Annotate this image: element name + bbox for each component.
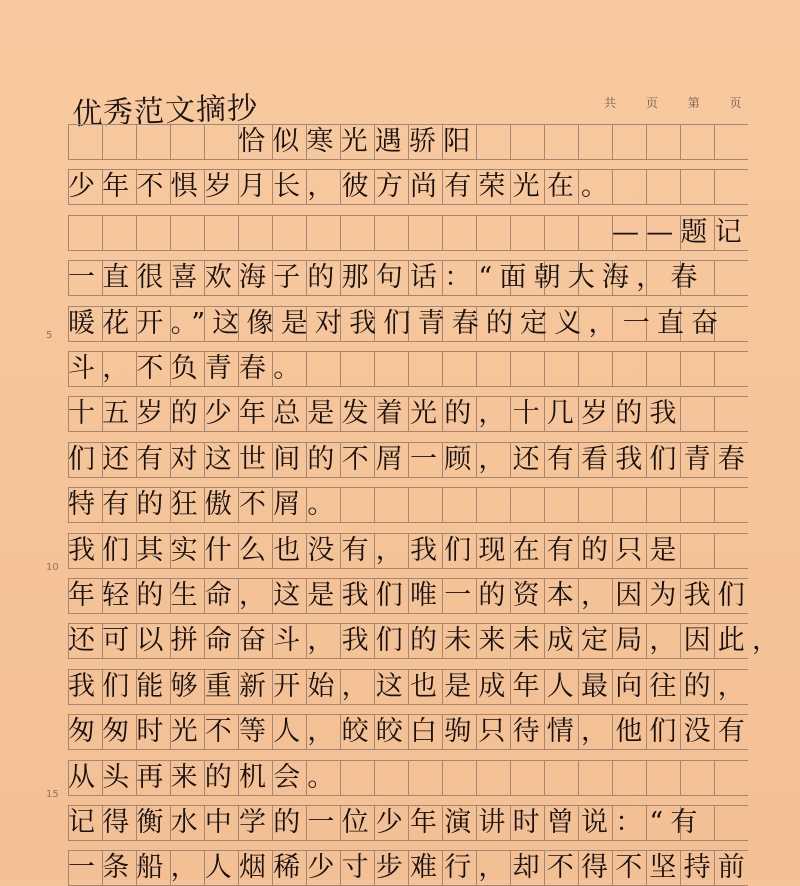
grid-cell bbox=[442, 760, 476, 796]
grid-cell bbox=[578, 124, 612, 160]
line-number: 10 bbox=[46, 562, 59, 573]
grid-row bbox=[68, 351, 748, 387]
grid-cell bbox=[714, 169, 748, 205]
grid-cell bbox=[374, 351, 408, 387]
grid-cell bbox=[408, 351, 442, 387]
grid-cell bbox=[374, 215, 408, 251]
grid-cell bbox=[340, 487, 374, 523]
grid-cell bbox=[68, 215, 102, 251]
grid-cell bbox=[714, 760, 748, 796]
grid-cell bbox=[612, 124, 646, 160]
grid-cell bbox=[510, 124, 544, 160]
grid-cell bbox=[374, 760, 408, 796]
grid-cell bbox=[510, 487, 544, 523]
grid-cell bbox=[68, 124, 102, 160]
grid-cell bbox=[476, 124, 510, 160]
grid-cell bbox=[442, 487, 476, 523]
handwritten-line: 从头再来的机会。 bbox=[68, 761, 342, 793]
grid-cell bbox=[714, 533, 748, 569]
grid-cell bbox=[578, 760, 612, 796]
grid-row bbox=[68, 850, 752, 886]
grid-cell bbox=[714, 487, 748, 523]
page-current-label: 第 bbox=[687, 96, 702, 110]
grid-row bbox=[68, 306, 748, 342]
grid-cell bbox=[544, 487, 578, 523]
grid-cell bbox=[204, 124, 238, 160]
handwritten-line: 斗，不负青春。 bbox=[68, 353, 308, 384]
grid-row bbox=[68, 169, 748, 205]
grid-row bbox=[68, 578, 752, 614]
grid-cell bbox=[340, 760, 374, 796]
grid-cell bbox=[578, 351, 612, 387]
grid-cell bbox=[374, 487, 408, 523]
handwritten-line: 十五岁的少年总是发着光的，十几岁的我 bbox=[68, 398, 684, 430]
grid-cell bbox=[714, 260, 748, 296]
grid-row bbox=[68, 124, 748, 160]
grid-cell bbox=[510, 351, 544, 387]
grid-cell bbox=[136, 215, 170, 251]
grid-cell bbox=[714, 351, 748, 387]
grid-cell bbox=[680, 487, 714, 523]
grid-cell bbox=[170, 215, 204, 251]
grid-cell bbox=[306, 215, 340, 251]
grid-cell bbox=[510, 760, 544, 796]
grid-cell bbox=[408, 760, 442, 796]
handwritten-line: 一直很喜欢海子的那句话：“面朝大海，春 bbox=[68, 262, 705, 294]
grid-row bbox=[68, 760, 748, 796]
grid-cell bbox=[680, 124, 714, 160]
line-number: 5 bbox=[46, 330, 53, 341]
handwritten-line: 记得衡水中学的一位少年演讲时曾说：“有 bbox=[68, 807, 705, 838]
grid-cell bbox=[680, 533, 714, 569]
grid-row bbox=[68, 805, 748, 841]
grid-cell bbox=[680, 351, 714, 387]
grid-row bbox=[68, 623, 787, 659]
handwritten-line: 一条船，人烟稀少寸步难行，却不得不坚持前 bbox=[68, 852, 752, 884]
grid-cell bbox=[340, 215, 374, 251]
page-total-label: 共 bbox=[604, 96, 619, 110]
grid-row bbox=[68, 215, 748, 251]
grid-cell bbox=[544, 124, 578, 160]
page-unit-label-2: 页 bbox=[729, 96, 744, 110]
grid-cell bbox=[170, 124, 204, 160]
grid-cell bbox=[136, 124, 170, 160]
grid-cell bbox=[204, 215, 238, 251]
handwritten-line: 我们能够重新开始，这也是成年人最向往的， bbox=[68, 670, 752, 702]
handwritten-line: 还可以拼命奋斗，我们的未来未成定局，因此， bbox=[68, 625, 787, 657]
grid-cell bbox=[714, 396, 748, 432]
grid-cell bbox=[238, 215, 272, 251]
handwritten-line: 暖花开。”这像是对我们青春的定义，一直奋 bbox=[68, 307, 726, 339]
handwritten-line: 少年不惧岁月长，彼方尚有荣光在。 bbox=[68, 171, 616, 203]
grid-cell bbox=[612, 169, 646, 205]
grid-row bbox=[68, 396, 748, 432]
grid-cell bbox=[680, 760, 714, 796]
grid-cell bbox=[476, 760, 510, 796]
handwritten-line: 匆匆时光不等人，皎皎白驹只待情，他们没有 bbox=[68, 716, 752, 748]
grid-cell bbox=[612, 351, 646, 387]
grid-cell bbox=[714, 805, 748, 841]
page-unit-label: 页 bbox=[645, 96, 660, 110]
grid-cell bbox=[612, 760, 646, 796]
grid-cell bbox=[544, 351, 578, 387]
grid-row bbox=[68, 487, 748, 523]
grid-cell bbox=[646, 351, 680, 387]
grid-cell bbox=[646, 487, 680, 523]
grid-cell bbox=[408, 215, 442, 251]
grid-cell bbox=[544, 215, 578, 251]
grid-cell bbox=[544, 760, 578, 796]
grid-cell bbox=[578, 487, 612, 523]
handwritten-line: 恰似寒光遇骄阳 bbox=[238, 126, 478, 157]
grid-cell bbox=[476, 487, 510, 523]
handwritten-line: 我们其实什么也没有，我们现在有的只是 bbox=[68, 534, 684, 566]
grid-cell bbox=[476, 351, 510, 387]
grid-row bbox=[68, 260, 748, 296]
grid-cell bbox=[646, 124, 680, 160]
grid-cell bbox=[306, 351, 340, 387]
grid-cell bbox=[680, 396, 714, 432]
grid-row bbox=[68, 669, 752, 705]
handwritten-line: 们还有对这世间的不屑一顾，还有看我们青春 bbox=[68, 443, 752, 475]
grid-cell bbox=[646, 760, 680, 796]
grid-cell bbox=[714, 124, 748, 160]
grid-row bbox=[68, 533, 748, 569]
grid-cell bbox=[442, 351, 476, 387]
grid-row bbox=[68, 442, 752, 478]
grid-cell bbox=[476, 215, 510, 251]
grid-cell bbox=[510, 215, 544, 251]
grid-cell bbox=[272, 215, 306, 251]
grid-cell bbox=[646, 169, 680, 205]
handwritten-line: ——题记 bbox=[612, 216, 749, 248]
grid-cell bbox=[442, 215, 476, 251]
grid-cell bbox=[408, 487, 442, 523]
handwritten-line: 特有的狂傲不屑。 bbox=[68, 489, 342, 521]
grid-row bbox=[68, 714, 752, 750]
grid-cell bbox=[102, 124, 136, 160]
grid-cell bbox=[612, 487, 646, 523]
grid-cell bbox=[340, 351, 374, 387]
page-counter bbox=[604, 94, 766, 111]
handwritten-line: 年轻的生命，这是我们唯一的资本，因为我们 bbox=[68, 580, 752, 611]
page-title: 优秀范文摘抄 bbox=[71, 90, 259, 133]
line-number: 15 bbox=[46, 789, 59, 800]
grid-cell bbox=[680, 169, 714, 205]
grid-cell bbox=[578, 215, 612, 251]
grid-cell bbox=[102, 215, 136, 251]
